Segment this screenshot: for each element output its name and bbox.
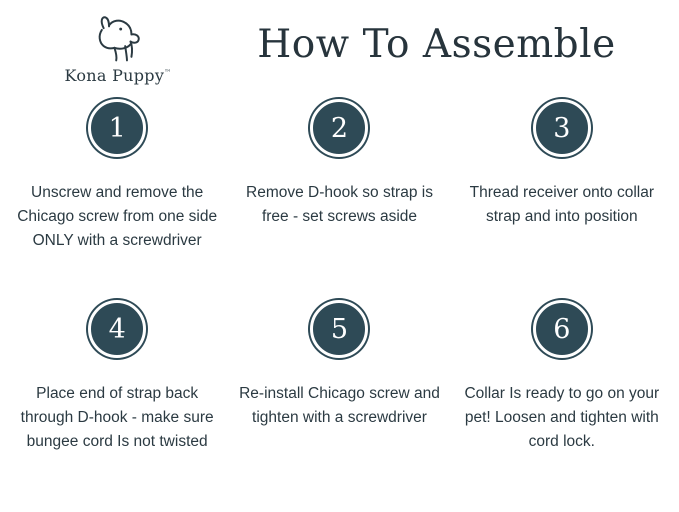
step-number-badge: 2 [310,99,368,157]
step-description: Collar Is ready to go on your pet! Loosen and tighten with cord lock. [464,385,660,451]
step-description: Remove D-hook so strap is free - set screws aside [246,184,433,226]
step-2 [228,95,450,300]
step-1 [6,95,228,300]
brand-block [18,10,218,85]
trademark-symbol: ™ [164,68,172,77]
step-number-badge: 4 [88,300,146,358]
step-4 [6,300,228,505]
brand-name [65,66,172,85]
step-6 [451,300,673,505]
dog-logo-icon [89,12,147,64]
brand-name-text: Kona Puppy [64,66,165,85]
step-number-badge: 3 [533,99,591,157]
step-description: Unscrew and remove the Chicago screw from one side ONLY with a screwdriver [17,184,218,250]
page-header [0,0,679,95]
step-3 [451,95,673,300]
step-description: Place end of strap back through D-hook - make sure bungee cord Is not twisted [20,385,214,451]
step-number-badge: 6 [533,300,591,358]
step-number-badge: 5 [310,300,368,358]
step-number-badge: 1 [88,99,146,157]
page-title: How To Assemble [257,22,616,67]
step-description: Thread receiver onto collar strap and into position [469,184,654,226]
step-description: Re-install Chicago screw and tighten with a screwdriver [239,385,440,427]
steps-grid [0,95,679,505]
step-5 [228,300,450,505]
